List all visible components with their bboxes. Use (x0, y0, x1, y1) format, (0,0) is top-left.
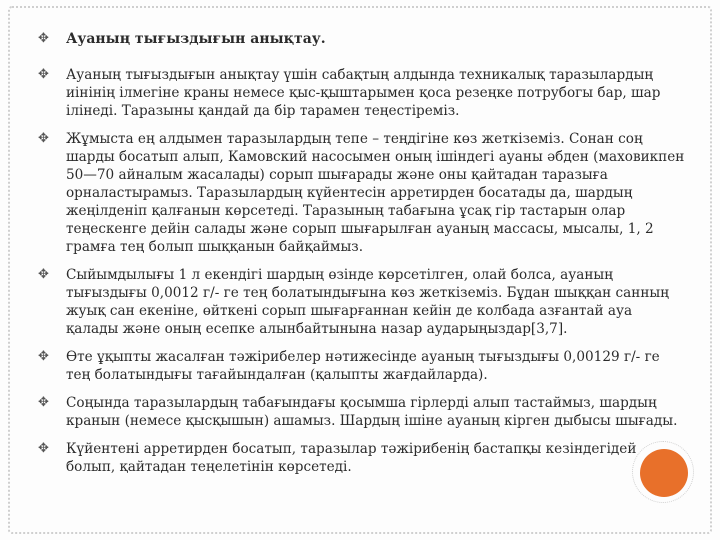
bullet-icon: ✥ (38, 441, 49, 456)
bullet-icon: ✥ (38, 395, 49, 410)
list-item (38, 394, 688, 430)
list-item-text: Жұмыста ең алдымен таразылардың тепе – теңдігіне көз жеткіземіз. Сонан соң шарды босатып алып, Камовский насосымен оның ішіндегі ауаны әбден (маховикпен 50—70 айналым жасалады) сорып шығарады және оны қайтадан таразыға орналастырамыз. Таразылардың күйентесін арретирден босатады да, шардың жеңілденіп қалғанын көрсетеді. Таразының табағына ұсақ гір тастарын олар теңескенге дейін салады және сорып шығарылған ауаның массасы, мысалы, 1, 2 грамға тең болып шыққанын байқаймыз. (66, 131, 685, 255)
bullet-icon: ✥ (38, 31, 49, 46)
list-item (38, 266, 688, 338)
list-item (38, 130, 688, 256)
list-item (38, 348, 688, 384)
bullet-icon: ✥ (38, 267, 49, 282)
list-item-text: Сыйымдылығы 1 л екендігі шардың өзінде көрсетілген, олай болса, ауаның тығыздығы 0,0012 г/- ге тең болатындығына көз жеткіземіз. Бұдан шыққан санның жуық сан екеніне, өйткені сорып шығарғаннан кейін де колбада азғантай ауа қалады және оның есепке алынбайтынына назар аударыңыздар[3,7]. (66, 267, 669, 337)
bullet-icon: ✥ (38, 131, 49, 146)
list-item-title (38, 30, 688, 48)
list-item (38, 66, 688, 120)
list-item-text: Ауаның тығыздығын анықтау үшін сабақтың алдында техникалық таразылардың иінінің ілмегіне краны немесе қыс-қыштарымен қоса резеңке потрубогы бар, шар ілінеді. Таразыны қандай да бір тарамен теңестіреміз. (66, 67, 661, 119)
bullet-icon: ✥ (38, 67, 49, 82)
bullet-icon: ✥ (38, 349, 49, 364)
bullet-list (38, 30, 688, 486)
list-item (38, 440, 688, 476)
list-item-text: Күйентені арретирден босатып, таразылар тәжірибенің бастапқы кезіндегідей болып, қайтадан теңелетінін көрсетеді. (66, 441, 637, 475)
slide-title: Ауаның тығыздығын анықтау. (66, 31, 326, 47)
list-item-text: Өте ұқыпты жасалған тәжірибелер нәтижесінде ауаның тығыздығы 0,00129 г/- ге тең болатындығы тағайындалған (қалыпты жағдайларда). (66, 349, 660, 383)
list-item-text: Соңында таразылардың табағындағы қосымша гірлерді алып тастаймыз, шардың кранын (немесе қысқышын) ашамыз. Шардың ішіне ауаның кірген дыбысы шығады. (66, 395, 678, 429)
